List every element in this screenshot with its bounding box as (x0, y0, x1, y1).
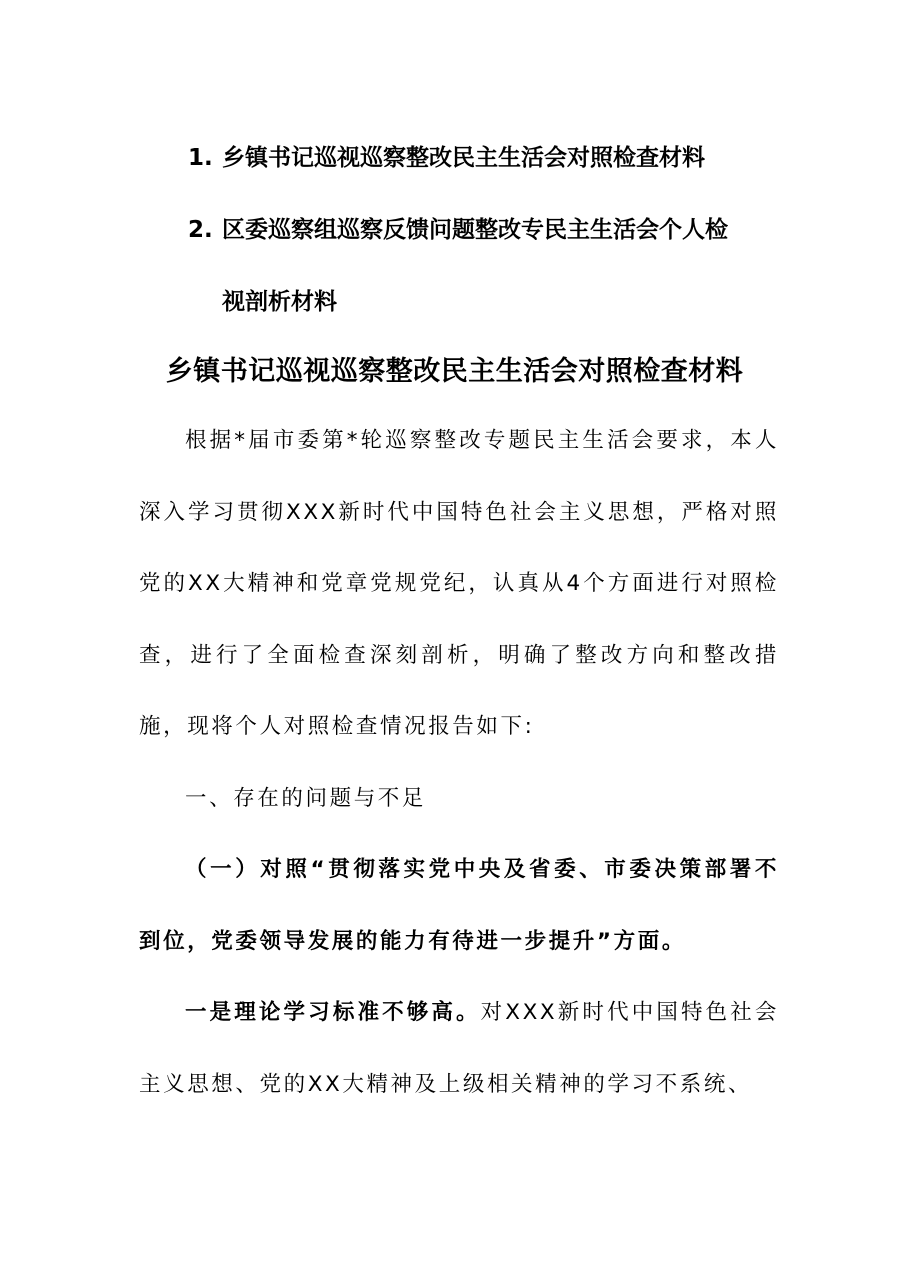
toc-item-2-continuation[interactable]: 视剖析材料 (222, 289, 337, 315)
toc-item-1[interactable] (188, 143, 705, 173)
toc-item-2[interactable] (188, 215, 728, 245)
document-body (139, 405, 779, 1120)
toc-item-number: 1. (188, 145, 213, 171)
point-lead: 一是理论学习标准不够高。 (185, 1000, 481, 1025)
toc-item-text: 区委巡察组巡察反馈问题整改专民主生活会个人检 (222, 217, 728, 243)
point-text: 对XXX新时代中国特色社会主义思想、党的XX大精神及上级相关精神的学习不系统、 (139, 1000, 779, 1097)
intro-paragraph: 根据*届市委第*轮巡察整改专题民主生活会要求，本人深入学习贯彻XXX新时代中国特色社会主义思想，严格对照党的XX大精神和党章党规党纪，认真从4个方面进行对照检查，进行了全面检查深刻剖析，明确了整改方向和整改措施，现将个人对照检查情况报告如下: (139, 428, 779, 739)
point-paragraph (139, 977, 779, 1120)
toc-item-number: 2. (188, 217, 213, 243)
document-title: 乡镇书记巡视巡察整改民主生活会对照检查材料 (165, 356, 744, 387)
subsection-heading: （一）对照“贯彻落实党中央及省委、市委决策部署不到位，党委领导发展的能力有待进一步提升”方面。 (139, 857, 779, 954)
section-heading: 一、存在的问题与不足 (185, 785, 427, 811)
toc-item-text: 乡镇书记巡视巡察整改民主生活会对照检查材料 (222, 145, 705, 171)
